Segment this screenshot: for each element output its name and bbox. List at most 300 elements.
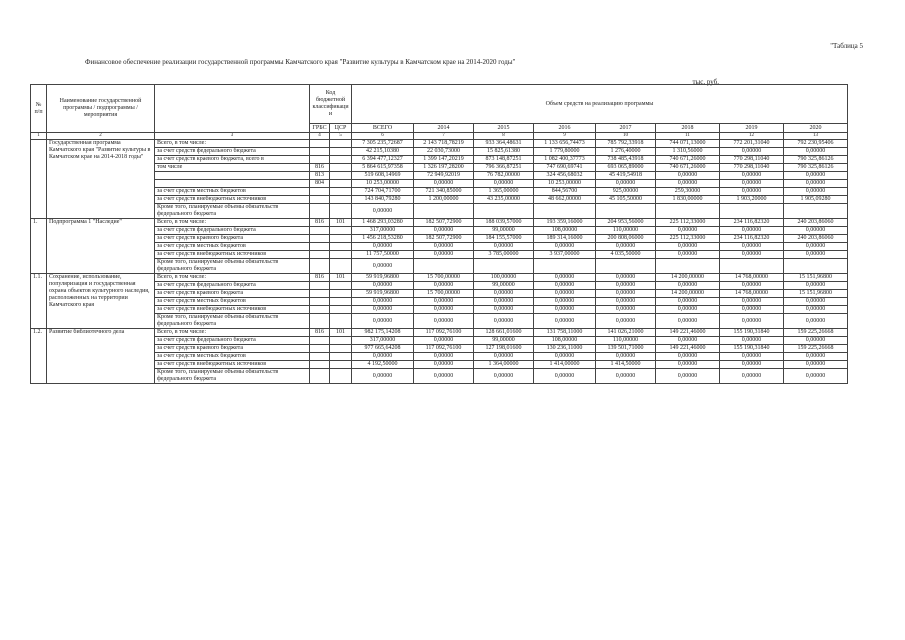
code-csr (330, 251, 352, 259)
code-csr (330, 204, 352, 219)
funding-source-label: Кроме того, планируемые объемы обязательств федерального бюджета (155, 369, 310, 384)
amount-cell (784, 259, 848, 274)
amount-cell: 0,00000 (414, 298, 474, 306)
amount-cell: 744 071,13000 (656, 140, 720, 148)
amount-cell: 0,00000 (784, 180, 848, 188)
column-index-cell: 6 (352, 133, 414, 140)
amount-cell (534, 204, 596, 219)
amount-cell: 0,00000 (784, 369, 848, 384)
amount-cell: 0,00000 (352, 298, 414, 306)
amount-cell: 234 116,82320 (720, 219, 784, 227)
amount-cell: 193 359,16000 (534, 219, 596, 227)
code-csr (330, 353, 352, 361)
amount-cell: 0,00000 (784, 243, 848, 251)
amount-cell: 15 700,00000 (414, 290, 474, 298)
amount-cell: 0,00000 (720, 251, 784, 259)
amount-cell: 0,00000 (534, 298, 596, 306)
amount-cell: 0,00000 (720, 188, 784, 196)
amount-cell: 0,00000 (656, 243, 720, 251)
amount-cell: 11 757,50000 (352, 251, 414, 259)
code-grbs: 813 (310, 172, 330, 180)
amount-cell: 1 468 293,03280 (352, 219, 414, 227)
amount-cell: 149 221,46000 (656, 345, 720, 353)
amount-cell: 189 314,16000 (534, 235, 596, 243)
code-csr: 101 (330, 329, 352, 337)
amount-cell: 0,00000 (720, 306, 784, 314)
amount-cell: 0,00000 (720, 298, 784, 306)
amount-cell: 770 298,11040 (720, 164, 784, 172)
funding-source-label: Всего, в том числе: (155, 140, 310, 148)
funding-source-label: за счет средств федерального бюджета (155, 282, 310, 290)
section-name: Подпрограмма 1 "Наследие" (47, 219, 155, 274)
amount-cell: 977 665,64208 (352, 345, 414, 353)
amount-cell: 0,00000 (656, 306, 720, 314)
amount-cell: 0,00000 (414, 337, 474, 345)
code-grbs: 804 (310, 180, 330, 188)
amount-cell (534, 259, 596, 274)
amount-cell: 0,00000 (596, 306, 656, 314)
amount-cell: 0,00000 (720, 337, 784, 345)
finance-table (30, 84, 848, 384)
amount-cell (414, 204, 474, 219)
amount-cell: 141 026,21000 (596, 329, 656, 337)
amount-cell (784, 204, 848, 219)
amount-cell: 240 203,86060 (784, 219, 848, 227)
amount-cell: 59 919,96800 (352, 274, 414, 282)
amount-cell: 0,00000 (596, 298, 656, 306)
column-index-cell: 12 (720, 133, 784, 140)
amount-cell: 0,00000 (534, 290, 596, 298)
amount-cell: 0,00000 (656, 227, 720, 235)
column-index-cell: 5 (330, 133, 352, 140)
amount-cell: 225 112,33000 (656, 219, 720, 227)
amount-cell: 149 221,46000 (656, 329, 720, 337)
funding-source-label (155, 180, 310, 188)
funding-source-label: за счет средств местных бюджетов (155, 353, 310, 361)
amount-cell: 0,00000 (784, 337, 848, 345)
column-index-cell: 11 (656, 133, 720, 140)
amount-cell: 225 112,33000 (656, 235, 720, 243)
table-row (31, 140, 848, 148)
amount-cell: 0,00000 (784, 314, 848, 329)
amount-cell: 0,00000 (474, 290, 534, 298)
amount-cell: 184 155,57000 (474, 235, 534, 243)
amount-cell: 925,00000 (596, 188, 656, 196)
amount-cell (414, 259, 474, 274)
amount-cell: 0,00000 (720, 227, 784, 235)
amount-cell: 200 808,06000 (596, 235, 656, 243)
amount-cell: 0,00000 (534, 282, 596, 290)
code-grbs (310, 156, 330, 164)
amount-cell: 0,00000 (474, 180, 534, 188)
amount-cell: 0,00000 (784, 306, 848, 314)
amount-cell: 772 201,31040 (720, 140, 784, 148)
code-csr (330, 188, 352, 196)
code-csr (330, 148, 352, 156)
amount-cell: 5 864 615,97358 (352, 164, 414, 172)
amount-cell: 0,00000 (414, 180, 474, 188)
amount-cell: 790 325,86126 (784, 156, 848, 164)
col-name: Наименование государственной программы / подпрограммы / мероприятия (47, 85, 155, 133)
amount-cell: 0,00000 (784, 172, 848, 180)
funding-source-label: том числе (155, 164, 310, 172)
amount-cell: 0,00000 (656, 353, 720, 361)
amount-cell: 0,00000 (534, 314, 596, 329)
col-2018: 2018 (656, 124, 720, 133)
funding-source-label: за счет средств местных бюджетов (155, 243, 310, 251)
amount-cell: 740 671,26000 (656, 164, 720, 172)
amount-cell: 0,00000 (784, 298, 848, 306)
amount-cell: 0,00000 (474, 353, 534, 361)
amount-cell: 0,00000 (720, 243, 784, 251)
col-2017: 2017 (596, 124, 656, 133)
amount-cell: 0,00000 (784, 148, 848, 156)
code-csr (330, 164, 352, 172)
code-csr (330, 196, 352, 204)
amount-cell: 0,00000 (596, 282, 656, 290)
amount-cell: 317,00000 (352, 337, 414, 345)
unit-label: тыс. руб. (692, 78, 719, 86)
amount-cell: 0,00000 (474, 298, 534, 306)
amount-cell: 0,00000 (352, 314, 414, 329)
amount-cell: 48 662,00000 (534, 196, 596, 204)
funding-source-label: Кроме того, планируемые объемы обязательств федерального бюджета (155, 314, 310, 329)
amount-cell: 0,00000 (784, 251, 848, 259)
code-csr (330, 172, 352, 180)
amount-cell: 0,00000 (656, 251, 720, 259)
code-csr (330, 282, 352, 290)
amount-cell: 1 779,80000 (534, 148, 596, 156)
col-code-group: Код бюджетной классификаци и (310, 85, 352, 124)
column-index-cell: 3 (155, 133, 310, 140)
code-grbs (310, 204, 330, 219)
amount-cell: 0,00000 (720, 369, 784, 384)
amount-cell: 10 253,00000 (534, 180, 596, 188)
amount-cell: 4 035,50000 (596, 251, 656, 259)
column-index-cell: 1 (31, 133, 47, 140)
code-csr (330, 156, 352, 164)
amount-cell: 0,00000 (656, 180, 720, 188)
amount-cell: 182 507,72900 (414, 219, 474, 227)
section-name: Развитие библиотечного дела (47, 329, 155, 384)
amount-cell (720, 259, 784, 274)
amount-cell: 188 039,57000 (474, 219, 534, 227)
funding-source-label: Всего, в том числе: (155, 329, 310, 337)
amount-cell: 792 230,95406 (784, 140, 848, 148)
amount-cell: 45 105,50000 (596, 196, 656, 204)
amount-cell: 14 768,00000 (720, 274, 784, 282)
funding-source-label (155, 172, 310, 180)
amount-cell: 747 690,69741 (534, 164, 596, 172)
section-name: Сохранение, использование, популяризация и государственная охрана объектов культурного наследия, расположенных на территории Камчатского края (47, 274, 155, 329)
code-csr (330, 345, 352, 353)
code-grbs (310, 306, 330, 314)
amount-cell: 0,00000 (656, 369, 720, 384)
amount-cell: 2 143 718,78219 (414, 140, 474, 148)
funding-source-label: за счет средств федерального бюджета (155, 227, 310, 235)
amount-cell: 0,00000 (414, 282, 474, 290)
funding-source-label: за счет средств краевого бюджета (155, 235, 310, 243)
code-csr (330, 337, 352, 345)
amount-cell: 155 190,31840 (720, 345, 784, 353)
col-volume-group: Объем средств на реализацию программы (352, 85, 848, 124)
amount-cell: 143 840,79280 (352, 196, 414, 204)
amount-cell: 0,00000 (784, 227, 848, 235)
document-title: Финансовое обеспечение реализации государственной программы Камчатского края "Развитие культуры в Камчатском крае на 2014-2020 годы" (85, 58, 516, 66)
amount-cell: 127 198,01600 (474, 345, 534, 353)
amount-cell: 14 768,00000 (720, 290, 784, 298)
amount-cell: 0,00000 (720, 172, 784, 180)
amount-cell: 0,00000 (784, 361, 848, 369)
funding-source-label: за счет средств краевого бюджета (155, 345, 310, 353)
code-grbs (310, 298, 330, 306)
amount-cell: 130 236,11000 (534, 345, 596, 353)
code-csr (330, 227, 352, 235)
section-number: 1. (31, 219, 47, 274)
amount-cell: 0,00000 (534, 369, 596, 384)
column-index-cell: 2 (47, 133, 155, 140)
code-grbs (310, 345, 330, 353)
code-csr (330, 369, 352, 384)
code-grbs: 816 (310, 274, 330, 282)
table-row (31, 274, 848, 282)
amount-cell: 15 700,00000 (414, 274, 474, 282)
funding-source-label: за счет средств краевого бюджета (155, 290, 310, 298)
amount-cell: 738 485,43918 (596, 156, 656, 164)
amount-cell: 117 092,76100 (414, 329, 474, 337)
funding-source-label: Кроме того, планируемые объемы обязательств федерального бюджета (155, 259, 310, 274)
amount-cell: 0,00000 (656, 361, 720, 369)
column-index-cell: 4 (310, 133, 330, 140)
amount-cell: 740 671,26000 (656, 156, 720, 164)
amount-cell: 0,00000 (474, 314, 534, 329)
funding-source-label: за счет средств внебюджетных источников (155, 306, 310, 314)
code-grbs: 816 (310, 164, 330, 172)
amount-cell: 14 200,00000 (656, 290, 720, 298)
amount-cell: 1 133 656,74473 (534, 140, 596, 148)
funding-source-label: Кроме того, планируемые объемы обязательств федерального бюджета (155, 204, 310, 219)
table-row (31, 219, 848, 227)
amount-cell: 7 305 235,72687 (352, 140, 414, 148)
amount-cell: 0,00000 (414, 227, 474, 235)
code-grbs (310, 243, 330, 251)
amount-cell: 131 758,11000 (534, 329, 596, 337)
amount-cell: 110,00000 (596, 337, 656, 345)
amount-cell: 1 365,00000 (474, 188, 534, 196)
section-number: 1.2. (31, 329, 47, 384)
col-blank (155, 85, 310, 133)
amount-cell: 100,00000 (474, 274, 534, 282)
funding-source-label: за счет средств федерального бюджета (155, 148, 310, 156)
amount-cell: 0,00000 (414, 314, 474, 329)
column-index-cell: 13 (784, 133, 848, 140)
amount-cell: 785 792,33918 (596, 140, 656, 148)
amount-cell: 99,00000 (474, 282, 534, 290)
amount-cell: 14 200,00000 (656, 274, 720, 282)
code-grbs: 816 (310, 329, 330, 337)
column-index-cell: 9 (534, 133, 596, 140)
code-grbs (310, 361, 330, 369)
col-total: ВСЕГО (352, 124, 414, 133)
code-csr (330, 290, 352, 298)
code-csr (330, 314, 352, 329)
code-grbs (310, 337, 330, 345)
amount-cell: 0,00000 (352, 353, 414, 361)
amount-cell: 693 065,89000 (596, 164, 656, 172)
funding-source-label: за счет средств внебюджетных источников (155, 361, 310, 369)
amount-cell: 240 203,86060 (784, 235, 848, 243)
funding-source-label: за счет средств местных бюджетов (155, 298, 310, 306)
amount-cell: 0,00000 (720, 282, 784, 290)
amount-cell: 0,00000 (596, 314, 656, 329)
amount-cell: 0,00000 (596, 243, 656, 251)
amount-cell: 1 276,40000 (596, 148, 656, 156)
amount-cell: 0,00000 (534, 306, 596, 314)
code-grbs (310, 314, 330, 329)
amount-cell: 110,00000 (596, 227, 656, 235)
amount-cell: 45 419,54918 (596, 172, 656, 180)
code-grbs (310, 196, 330, 204)
amount-cell: 0,00000 (656, 172, 720, 180)
code-csr: 101 (330, 274, 352, 282)
amount-cell: 0,00000 (596, 274, 656, 282)
code-grbs (310, 148, 330, 156)
amount-cell: 0,00000 (414, 369, 474, 384)
amount-cell: 0,00000 (784, 282, 848, 290)
amount-cell: 0,00000 (474, 243, 534, 251)
funding-source-label: за счет средств федерального бюджета (155, 337, 310, 345)
funding-source-label: за счет средств внебюджетных источников (155, 251, 310, 259)
amount-cell: 204 953,56000 (596, 219, 656, 227)
code-csr (330, 298, 352, 306)
amount-cell: 0,00000 (414, 243, 474, 251)
col-grbs: ГРБС (310, 124, 330, 133)
amount-cell: 72 949,92019 (414, 172, 474, 180)
amount-cell: 6 394 477,12327 (352, 156, 414, 164)
amount-cell: 1 414,00000 (534, 361, 596, 369)
amount-cell: 42 215,10380 (352, 148, 414, 156)
code-grbs (310, 282, 330, 290)
amount-cell: 0,00000 (656, 298, 720, 306)
amount-cell: 4 192,50000 (352, 361, 414, 369)
col-csr: ЦСР (330, 124, 352, 133)
amount-cell: 0,00000 (656, 314, 720, 329)
amount-cell: 0,00000 (656, 337, 720, 345)
amount-cell: 15 151,96800 (784, 274, 848, 282)
amount-cell: 0,00000 (596, 369, 656, 384)
amount-cell (656, 204, 720, 219)
amount-cell: 1 364,00000 (474, 361, 534, 369)
amount-cell: 43 235,00000 (474, 196, 534, 204)
amount-cell: 0,00000 (596, 353, 656, 361)
amount-cell: 108,00000 (534, 337, 596, 345)
col-2019: 2019 (720, 124, 784, 133)
amount-cell: 0,00000 (534, 274, 596, 282)
amount-cell: 1 399 147,20219 (414, 156, 474, 164)
amount-cell: 0,00000 (596, 290, 656, 298)
amount-cell: 234 116,82320 (720, 235, 784, 243)
amount-cell: 0,00000 (534, 243, 596, 251)
amount-cell: 0,00000 (784, 353, 848, 361)
amount-cell: 159 225,26668 (784, 345, 848, 353)
col-2016: 2016 (534, 124, 596, 133)
amount-cell: 0,00000 (720, 353, 784, 361)
amount-cell: 1 414,50000 (596, 361, 656, 369)
amount-cell: 982 175,14208 (352, 329, 414, 337)
amount-cell: 0,00000 (534, 353, 596, 361)
code-csr: 101 (330, 219, 352, 227)
amount-cell: 770 298,11040 (720, 156, 784, 164)
amount-cell (720, 204, 784, 219)
amount-cell: 182 507,72900 (414, 235, 474, 243)
amount-cell: 0,00000 (352, 369, 414, 384)
amount-cell: 519 608,14969 (352, 172, 414, 180)
amount-cell: 790 325,86126 (784, 164, 848, 172)
amount-cell: 0,00000 (784, 188, 848, 196)
code-grbs: 816 (310, 219, 330, 227)
amount-cell: 76 782,00000 (474, 172, 534, 180)
table-row (31, 329, 848, 337)
code-csr (330, 235, 352, 243)
amount-cell: 0,00000 (720, 361, 784, 369)
code-csr (330, 243, 352, 251)
amount-cell: 1 326 197,28200 (414, 164, 474, 172)
amount-cell: 22 030,73000 (414, 148, 474, 156)
code-grbs (310, 188, 330, 196)
amount-cell: 3 937,00000 (534, 251, 596, 259)
amount-cell: 0,00000 (352, 282, 414, 290)
column-index-cell: 7 (414, 133, 474, 140)
amount-cell: 0,00000 (414, 251, 474, 259)
amount-cell: 0,00000 (414, 353, 474, 361)
amount-cell: 1 200,00000 (414, 196, 474, 204)
amount-cell: 139 501,71000 (596, 345, 656, 353)
amount-cell: 1 830,00000 (656, 196, 720, 204)
amount-cell: 1 082 400,37773 (534, 156, 596, 164)
funding-source-label: Всего, в том числе: (155, 274, 310, 282)
code-grbs (310, 140, 330, 148)
amount-cell: 0,00000 (352, 243, 414, 251)
column-index-cell: 8 (474, 133, 534, 140)
amount-cell (596, 204, 656, 219)
column-index-row (31, 133, 848, 140)
code-grbs (310, 259, 330, 274)
amount-cell: 1 310,56000 (656, 148, 720, 156)
amount-cell: 128 661,01600 (474, 329, 534, 337)
code-grbs (310, 251, 330, 259)
col-2020: 2020 (784, 124, 848, 133)
col-2015: 2015 (474, 124, 534, 133)
funding-source-label: Всего, в том числе: (155, 219, 310, 227)
code-csr (330, 180, 352, 188)
amount-cell: 0,00000 (352, 204, 414, 219)
amount-cell: 117 092,76100 (414, 345, 474, 353)
section-name: Государственная программа Камчатского края "Развитие культуры в Камчатском крае на 2014-2018 годы" (47, 140, 155, 219)
amount-cell: 99,00000 (474, 227, 534, 235)
code-csr (330, 306, 352, 314)
amount-cell: 108,00000 (534, 227, 596, 235)
code-grbs (310, 235, 330, 243)
amount-cell (596, 259, 656, 274)
amount-cell: 155 190,31840 (720, 329, 784, 337)
amount-cell: 3 785,00000 (474, 251, 534, 259)
code-grbs (310, 227, 330, 235)
amount-cell: 724 704,71700 (352, 188, 414, 196)
amount-cell: 159 225,26668 (784, 329, 848, 337)
code-csr (330, 140, 352, 148)
col-no: № п/п (31, 85, 47, 133)
amount-cell: 59 919,96800 (352, 290, 414, 298)
